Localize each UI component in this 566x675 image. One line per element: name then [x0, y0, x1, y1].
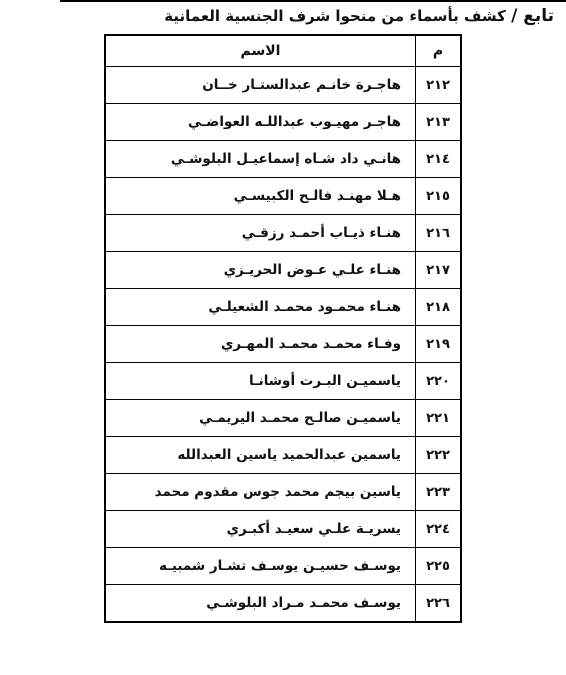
row-number: ٢١٩ — [416, 326, 462, 363]
row-name: هنـاء علـي عـوض الحريـزي — [105, 252, 416, 289]
table-row — [105, 67, 461, 104]
row-name: هنـاء محمـود محمـد الشعيلـي — [105, 289, 416, 326]
row-name: ياسميـن البـرت أوشانـا — [105, 363, 416, 400]
table-row — [105, 141, 461, 178]
row-name: ياسمين عبدالحميد ياسين العبدالله — [105, 437, 416, 474]
row-name: هانـي داد شـاه إسماعيـل البلوشـي — [105, 141, 416, 178]
table-row — [105, 548, 461, 585]
row-name: هـلا مهنـد فالـح الكبيسـي — [105, 178, 416, 215]
row-number: ٢٢٣ — [416, 474, 462, 511]
row-name: هاجـر مهيـوب عبداللـه العواضـي — [105, 104, 416, 141]
header-row — [105, 35, 461, 67]
number-column-header: م — [416, 35, 462, 67]
document-title — [164, 6, 554, 26]
row-number: ٢١٢ — [416, 67, 462, 104]
table-row — [105, 289, 461, 326]
row-name: هاجـرة خانـم عبدالستـار خــان — [105, 67, 416, 104]
table-row — [105, 437, 461, 474]
row-name: يوسـف حسيـن يوسـف تشـار شمبيـه — [105, 548, 416, 585]
table-row — [105, 474, 461, 511]
row-number: ٢١٥ — [416, 178, 462, 215]
table-row — [105, 104, 461, 141]
row-number: ٢١٣ — [416, 104, 462, 141]
row-number: ٢٢٠ — [416, 363, 462, 400]
table-row — [105, 400, 461, 437]
row-number: ٢١٦ — [416, 215, 462, 252]
row-name: يسريـة علـي سعيـد أكبـري — [105, 511, 416, 548]
names-table — [104, 34, 462, 623]
row-name: ياسميـن صالـح محمـد اليريمـي — [105, 400, 416, 437]
table-row — [105, 363, 461, 400]
table-row — [105, 215, 461, 252]
row-name: هنـاء ذيـاب أحمـد رزقـي — [105, 215, 416, 252]
row-name: وفـاء محمـد محمـد المهـري — [105, 326, 416, 363]
table-row — [105, 178, 461, 215]
table-row — [105, 511, 461, 548]
row-number: ٢٢١ — [416, 400, 462, 437]
table-row — [105, 252, 461, 289]
row-number: ٢٢٤ — [416, 511, 462, 548]
row-number: ٢٢٢ — [416, 437, 462, 474]
row-number: ٢٢٥ — [416, 548, 462, 585]
row-number: ٢١٧ — [416, 252, 462, 289]
title-text: كشف بأسماء من منحوا شرف الجنسية العمانية — [164, 7, 506, 25]
row-number: ٢١٨ — [416, 289, 462, 326]
table-row — [105, 326, 461, 363]
name-column-header: الاسم — [105, 35, 416, 67]
table-row — [105, 585, 461, 623]
top-rule — [60, 0, 566, 2]
row-number: ٢٢٦ — [416, 585, 462, 623]
row-name: ياسين بيجم محمد جوس مقدوم محمد — [105, 474, 416, 511]
title-prefix: تابع / — [511, 6, 554, 26]
row-name: يوسـف محمـد مـراد البلوشـي — [105, 585, 416, 623]
row-number: ٢١٤ — [416, 141, 462, 178]
